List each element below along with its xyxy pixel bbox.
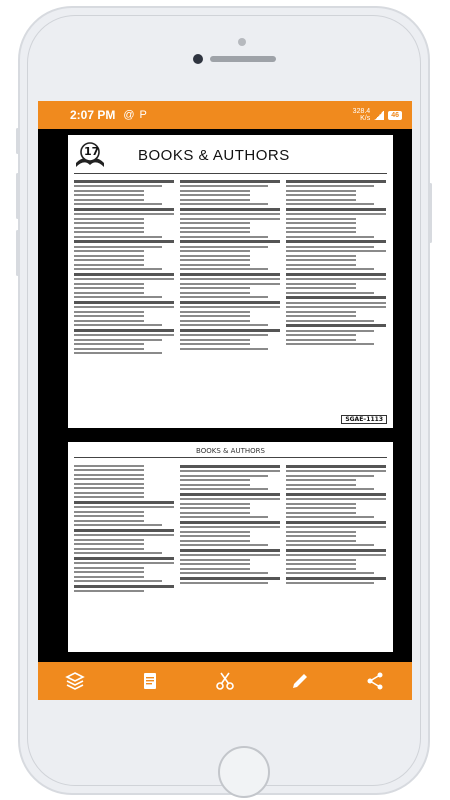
chapter-number: 17 [84,145,100,158]
layers-icon[interactable] [63,669,87,693]
bottom-toolbar [38,662,412,700]
p-notification-icon: P [139,109,147,121]
scissors-icon[interactable] [213,669,237,693]
running-header: BOOKS & AUTHORS [196,447,265,455]
document-page-2[interactable] [68,442,393,652]
network-speed-value: 328.4 [352,108,371,115]
battery-indicator: 46 [388,111,402,120]
text-column-2 [180,462,280,587]
status-bar [38,101,412,129]
text-column-3 [286,177,386,348]
home-button[interactable] [218,746,270,798]
power-button [429,183,432,243]
volume-down-button [16,230,19,276]
edit-icon[interactable] [288,669,312,693]
earpiece-speaker [210,56,276,62]
text-column-1 [74,462,174,595]
title-rule [74,173,387,174]
mute-switch [16,128,19,154]
app-screen [38,101,412,700]
header-rule [74,457,387,458]
text-column-1 [74,177,174,357]
status-time: 2:07 PM [70,108,116,122]
proximity-sensor [238,38,246,46]
share-icon[interactable] [363,669,387,693]
page-footer: SGAE–1113 [341,415,387,424]
signal-icon [374,111,384,120]
document-page-1[interactable] [68,135,393,428]
network-speed [353,108,371,122]
network-speed-unit: K/s [360,115,371,122]
at-notification-icon: @ [123,109,135,121]
chapter-title: BOOKS & AUTHORS [138,147,290,164]
text-column-3 [286,462,386,587]
document-icon[interactable] [138,669,162,693]
front-camera [193,54,203,64]
text-column-2 [180,177,280,352]
volume-up-button [16,173,19,219]
